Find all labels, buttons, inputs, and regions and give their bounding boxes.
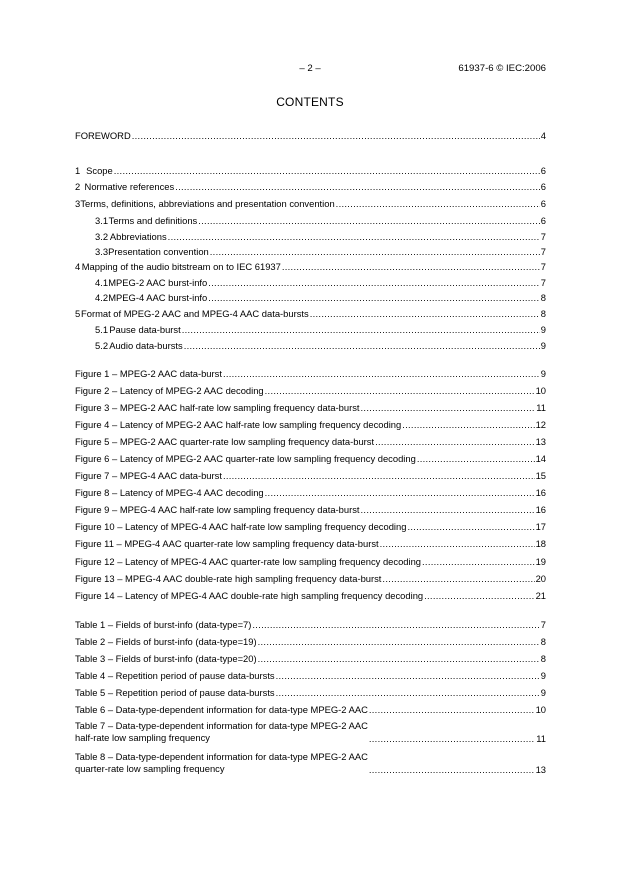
toc-leader-dots [132, 131, 540, 140]
toc-entry-page: 9 [540, 324, 546, 335]
toc-leader-dots [265, 386, 535, 395]
toc-entry-label: Figure 3 – MPEG-2 AAC half-rate low sampling frequency data-burst [75, 402, 360, 413]
toc-entry-label: Figure 5 – MPEG-2 AAC quarter-rate low sampling frequency data-burst [75, 436, 375, 447]
toc-entry-number: 4.2 [95, 292, 109, 303]
toc-entry-page: 9 [540, 670, 546, 681]
toc-leader-dots [369, 734, 535, 743]
toc-entry-page: 16 [535, 504, 546, 515]
toc-entry-number: 5.2 [95, 340, 109, 351]
toc-entry-label-line1: Table 8 – Data-type-dependent information for data-type MPEG-2 AAC [75, 751, 368, 762]
toc-entry-figure[interactable] [75, 591, 546, 600]
toc-entry-page: 7 [540, 261, 546, 272]
toc-leader-dots [282, 262, 540, 271]
toc-leader-dots [369, 765, 535, 774]
toc-entry-page: 8 [540, 292, 546, 303]
toc-entry-subsection[interactable] [75, 232, 546, 241]
toc-leader-dots [375, 437, 534, 446]
toc-entry-number: 1 [75, 165, 81, 176]
toc-entry-page: 15 [535, 470, 546, 481]
toc-entry-label: Normative references [84, 181, 175, 192]
toc-entry-table[interactable] [75, 721, 546, 743]
toc-leader-dots [114, 166, 540, 175]
toc-leader-dots [382, 574, 534, 583]
toc-entry-figure[interactable] [75, 505, 546, 514]
toc-entry-page: 6 [540, 181, 546, 192]
toc-leader-dots [417, 454, 535, 463]
toc-leader-dots [422, 557, 535, 566]
toc-entry-section[interactable] [75, 309, 546, 318]
toc-entry-page: 7 [540, 246, 546, 257]
toc-entry-page: 7 [540, 277, 546, 288]
toc-entry-table[interactable] [75, 752, 546, 774]
toc-entry-page: 6 [540, 165, 546, 176]
toc-entry-label: Table 1 – Fields of burst-info (data-type=7) [75, 619, 252, 630]
page-number: – 2 – [299, 63, 321, 74]
toc-entry-subsection[interactable] [75, 293, 546, 302]
toc-entry-section[interactable] [75, 199, 546, 208]
toc-entry-number: 3.1 [95, 215, 109, 226]
toc-entry-figure[interactable] [75, 471, 546, 480]
toc-entry-figure[interactable] [75, 369, 546, 378]
toc-entry-label-line1: Table 7 – Data-type-dependent information for data-type MPEG-2 AAC [75, 720, 368, 731]
toc-entry-table[interactable] [75, 620, 546, 629]
toc-entry-figure[interactable] [75, 488, 546, 497]
toc-leader-dots [361, 403, 536, 412]
toc-entry-figure[interactable] [75, 574, 546, 583]
toc-entry-page: 6 [540, 215, 546, 226]
toc-entry-label: Figure 14 – Latency of MPEG-4 AAC double-rate high sampling frequency decoding [75, 590, 424, 601]
toc-entry-label: Terms, definitions, abbreviations and presentation convention [80, 198, 335, 209]
toc-entry-page: 13 [535, 436, 546, 447]
toc-entry-label: Presentation convention [108, 246, 209, 257]
toc-entry-page: 7 [540, 231, 546, 242]
toc-entry-page: 6 [540, 198, 546, 209]
toc-entry-label: Figure 12 – Latency of MPEG-4 AAC quarter-rate low sampling frequency decoding [75, 556, 422, 567]
toc-entry-figure[interactable] [75, 522, 546, 531]
toc-leader-dots [424, 591, 534, 600]
toc-entry-figure[interactable] [75, 539, 546, 548]
toc-leader-dots [252, 620, 539, 629]
toc-entry-label: Scope [86, 165, 113, 176]
toc-entry-label [75, 751, 368, 774]
toc-entry-number: 4.1 [95, 277, 109, 288]
toc-entry-label: FOREWORD [75, 130, 131, 141]
toc-leader-dots [208, 278, 540, 287]
toc-entry-figure[interactable] [75, 386, 546, 395]
toc-leader-dots [184, 341, 540, 350]
toc-entry-label: Format of MPEG-2 AAC and MPEG-4 AAC data-bursts [81, 308, 309, 319]
toc-entry-label: Figure 6 – Latency of MPEG-2 AAC quarter-rate low sampling frequency decoding [75, 453, 416, 464]
toc-leader-dots [175, 182, 540, 191]
toc-leader-dots [223, 471, 535, 480]
toc-entry-page: 13 [535, 763, 546, 775]
toc-entry-figure[interactable] [75, 403, 546, 412]
toc-entry-label: Figure 1 – MPEG-2 AAC data-burst [75, 368, 222, 379]
toc-leader-dots [369, 705, 535, 714]
toc-entry-subsection[interactable] [75, 325, 546, 334]
toc-entry-foreword[interactable] [75, 131, 546, 140]
toc-entry-label: Figure 10 – Latency of MPEG-4 AAC half-rate low sampling frequency decoding [75, 521, 407, 532]
toc-entry-page: 9 [540, 340, 546, 351]
toc-leader-dots [402, 420, 534, 429]
toc-entry-label-line2: half-rate low sampling frequency [75, 731, 210, 743]
toc-entry-page: 16 [535, 487, 546, 498]
toc-entry-page: 8 [540, 653, 546, 664]
toc-entry-number: 3.2 [95, 231, 109, 242]
toc-leader-dots [210, 247, 540, 256]
toc-entry-page: 11 [536, 402, 546, 413]
toc-leader-dots [258, 654, 540, 663]
toc-entry-page: 4 [540, 130, 546, 141]
toc-entry-label: MPEG-2 AAC burst-info [108, 277, 208, 288]
toc-entry-number: 5.1 [95, 324, 109, 335]
toc-entry-table[interactable] [75, 705, 546, 714]
toc-entry-label: Table 4 – Repetition period of pause data-bursts [75, 670, 275, 681]
toc-leader-dots [276, 688, 540, 697]
toc-entry-page: 9 [540, 368, 546, 379]
toc-entry-page: 7 [540, 619, 546, 630]
toc-entry-label: Pause data-burst [109, 324, 181, 335]
toc-entry-page: 10 [535, 704, 546, 715]
toc-entry-figure[interactable] [75, 557, 546, 566]
toc-entry-page: 14 [535, 453, 546, 464]
toc-leader-dots [208, 293, 540, 302]
toc-leader-dots [407, 522, 534, 531]
toc-entry-label-line2: quarter-rate low sampling frequency [75, 762, 225, 774]
toc-entry-label: Figure 11 – MPEG-4 AAC quarter-rate low sampling frequency data-burst [75, 538, 379, 549]
toc-leader-dots [310, 309, 540, 318]
toc-entry-table[interactable] [75, 688, 546, 697]
toc-entry-figure[interactable] [75, 420, 546, 429]
toc-entry-label: Figure 13 – MPEG-4 AAC double-rate high sampling frequency data-burst [75, 573, 382, 584]
toc-entry-number: 3.3 [95, 246, 109, 257]
toc-entry-label: Abbreviations [109, 231, 167, 242]
toc-entry-page: 8 [540, 308, 546, 319]
toc-entry-page: 10 [535, 385, 546, 396]
toc-entry-label: Figure 7 – MPEG-4 AAC data-burst [75, 470, 222, 481]
toc-entry-table[interactable] [75, 654, 546, 663]
toc-entry-label: Table 6 – Data-type-dependent information for data-type MPEG-2 AAC [75, 704, 368, 715]
toc-entry-table[interactable] [75, 637, 546, 646]
toc-entry-page: 20 [535, 573, 546, 584]
toc-entry-subsection[interactable] [75, 247, 546, 256]
toc-entry-label: Mapping of the audio bitstream on to IEC 61937 [81, 261, 281, 272]
toc-entry-page: 21 [535, 590, 546, 601]
toc-entry-subsection[interactable] [75, 216, 546, 225]
toc-leader-dots [336, 199, 540, 208]
toc-entry-label: Figure 8 – Latency of MPEG-4 AAC decoding [75, 487, 264, 498]
toc-entry-figure[interactable] [75, 437, 546, 446]
toc-entry-number: 4 [75, 261, 81, 272]
toc-entry-page: 19 [535, 556, 546, 567]
toc-entry-label: Table 3 – Fields of burst-info (data-type=20) [75, 653, 257, 664]
toc-leader-dots [168, 232, 540, 241]
toc-leader-dots [276, 671, 540, 680]
toc-entry-label: Terms and definitions [108, 215, 198, 226]
toc-entry-table[interactable] [75, 671, 546, 680]
toc-leader-dots [380, 539, 535, 548]
toc-leader-dots [258, 637, 540, 646]
toc-entry-label: Audio data-bursts [109, 340, 183, 351]
toc-entry-subsection[interactable] [75, 278, 546, 287]
toc-leader-dots [361, 505, 535, 514]
toc-entry-figure[interactable] [75, 454, 546, 463]
toc-entry-page: 12 [535, 419, 546, 430]
toc-entry-label: Figure 9 – MPEG-4 AAC half-rate low sampling frequency data-burst [75, 504, 360, 515]
toc-entry-page: 18 [535, 538, 546, 549]
toc-entry-section[interactable] [75, 182, 546, 191]
toc-entry-page: 11 [536, 732, 546, 744]
toc-entry-section[interactable] [75, 166, 546, 175]
toc-entry-page: 9 [540, 687, 546, 698]
toc-leader-dots [182, 325, 540, 334]
toc-entry-number: 2 [75, 181, 81, 192]
toc-leader-dots [223, 369, 540, 378]
page-title: CONTENTS [276, 95, 344, 109]
toc-entry-number: 3 [75, 198, 81, 209]
standard-reference: 61937-6 © IEC:2006 [458, 63, 546, 74]
toc-entry-page: 8 [540, 636, 546, 647]
toc-leader-dots [198, 216, 540, 225]
toc-entry-page: 17 [535, 521, 546, 532]
toc-entry-label: Figure 2 – Latency of MPEG-2 AAC decoding [75, 385, 264, 396]
toc-entry-subsection[interactable] [75, 341, 546, 350]
toc-entry-label: Figure 4 – Latency of MPEG-2 AAC half-rate low sampling frequency decoding [75, 419, 402, 430]
toc-entry-label [75, 720, 368, 743]
toc-entry-label: Table 2 – Fields of burst-info (data-type=19) [75, 636, 257, 647]
toc-entry-label: Table 5 – Repetition period of pause data-bursts [75, 687, 275, 698]
toc-entry-section[interactable] [75, 262, 546, 271]
toc-leader-dots [265, 488, 535, 497]
toc-entry-number: 5 [75, 308, 81, 319]
toc-entry-label: MPEG-4 AAC burst-info [108, 292, 208, 303]
